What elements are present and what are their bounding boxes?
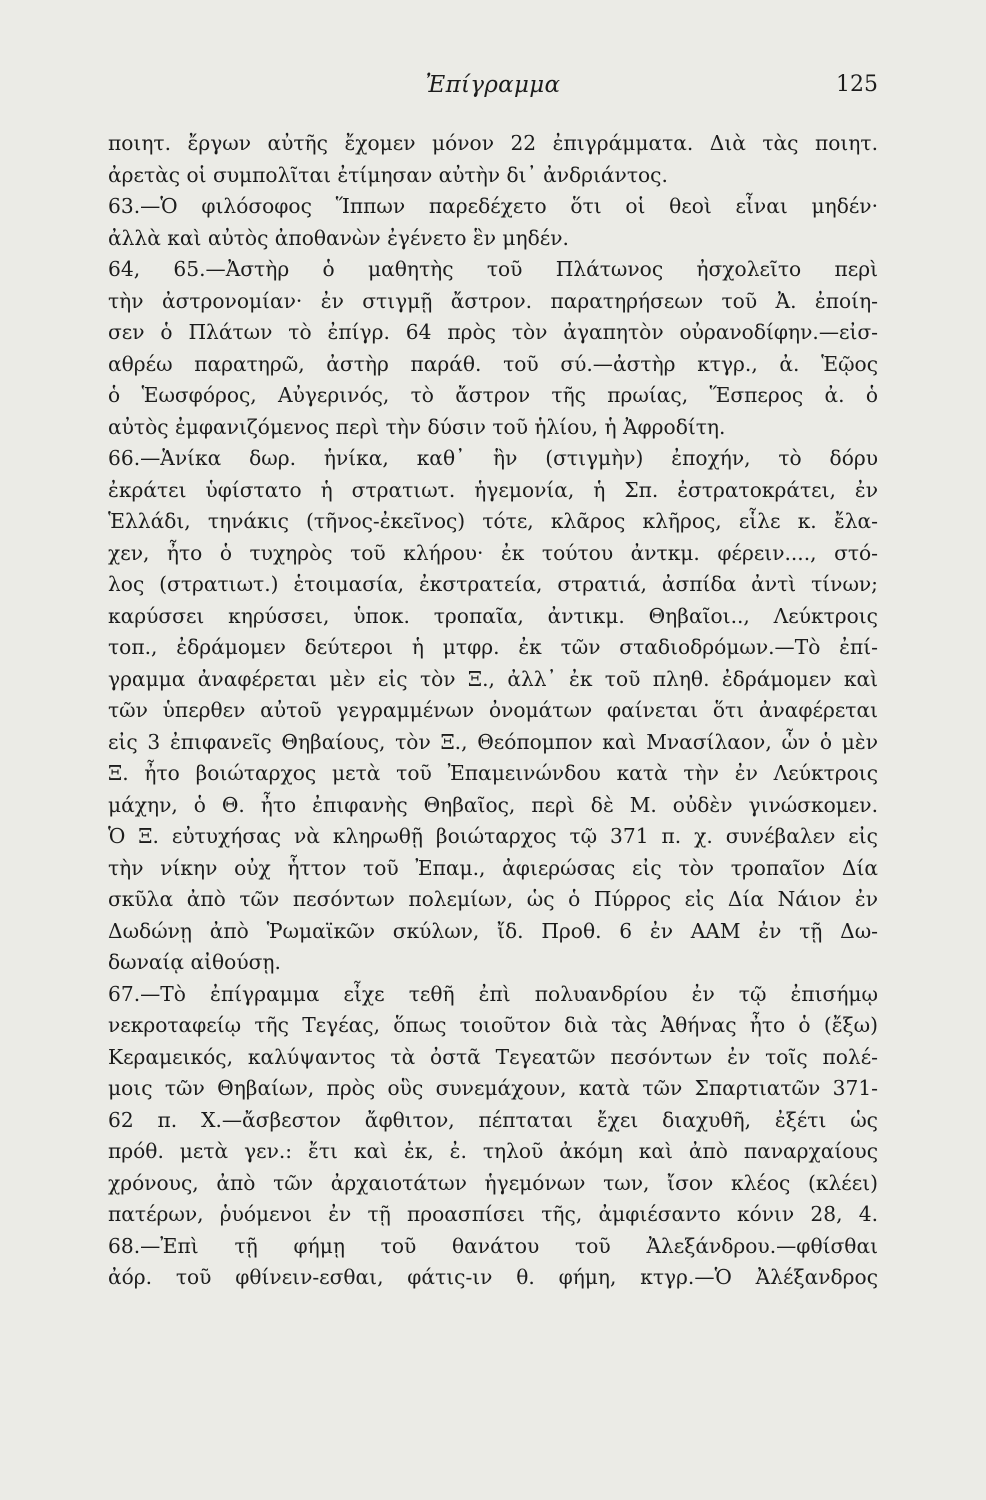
text-line: Ἑλλάδι, τηνάκις (τῆνος-ἐκεῖνος) τότε, κλᾶρος κλῆρος, εἷλε κ. ἔλα- xyxy=(108,509,878,533)
text-line: Δωδώνῃ ἀπὸ Ῥωμαϊκῶν σκύλων, ἴδ. Προθ. 6 ἐν ΑΑΜ ἐν τῇ Δω- xyxy=(108,918,878,943)
text-line: γραμμα ἀναφέρεται μὲν εἰς τὸν Ξ., ἀλλ᾽ ἐκ τοῦ πληθ. ἐδράμομεν καὶ xyxy=(108,666,878,691)
text-line: 64, 65.—Ἀστὴρ ὁ μαθητὴς τοῦ Πλάτωνος ἠσχολεῖτο περὶ xyxy=(108,257,878,281)
text-line: 66.—Ἁνίκα δωρ. ἡνίκα, καθ᾽ ἣν (στιγμὴν) ἐποχήν, τὸ δόρυ xyxy=(108,446,878,470)
text-line: τοπ., ἐδράμομεν δεύτεροι ἡ μτφρ. ἐκ τῶν σταδιοδρόμων.—Τὸ ἐπί- xyxy=(108,635,878,659)
text-line: σεν ὁ Πλάτων τὸ ἐπίγρ. 64 πρὸς τὸν ἀγαπητὸν οὐρανοδίφην.—εἰσ- xyxy=(108,320,878,344)
running-title: Ἐπίγραμμα xyxy=(425,72,561,98)
text-line: ἀλλὰ καὶ αὐτὸς ἀποθανὼν ἐγένετο ἓν μηδέν. xyxy=(108,225,569,250)
text-line: τὴν ἀστρονομίαν· ἐν στιγμῇ ἄστρον. παρατηρήσεων τοῦ Ἀ. ἐποίη- xyxy=(108,288,878,313)
text-line: ποιητ. ἔργων αὐτῆς ἔχομεν μόνον 22 ἐπιγράμματα. Διὰ τὰς ποιητ. xyxy=(108,131,878,155)
text-line: Ὁ Ξ. εὐτυχήσας νὰ κληρωθῇ βοιώταρχος τῷ 371 π. χ. συνέβαλεν εἰς xyxy=(108,824,878,848)
page-body xyxy=(108,128,878,1458)
page-header xyxy=(108,72,878,106)
text-line: ἀόρ. τοῦ φθίνειν-εσθαι, φάτις-ιν θ. φήμη, κτγρ.—Ὁ Ἀλέξανδρος xyxy=(108,1265,878,1289)
page-number: 125 xyxy=(836,72,878,97)
text-line: καρύσσει κηρύσσει, ὑποκ. τροπαῖα, ἀντικμ. Θηβαῖοι.., Λεύκτροις xyxy=(108,603,878,628)
text-line: 68.—Ἐπὶ τῇ φήμῃ τοῦ θανάτου τοῦ Ἀλεξάνδρου.—φθίσθαι xyxy=(108,1233,878,1258)
text-line: σκῦλα ἀπὸ τῶν πεσόντων πολεμίων, ὡς ὁ Πύρρος εἰς Δία Νάιον ἐν xyxy=(108,887,878,911)
text-line: μάχην, ὁ Θ. ἦτο ἐπιφανὴς Θηβαῖος, περὶ δὲ Μ. οὐδὲν γινώσκομεν. xyxy=(108,792,878,817)
text-line: αθρέω παρατηρῶ, ἀστὴρ παράθ. τοῦ σύ.—ἀστὴρ κτγρ., ἀ. Ἑῷος xyxy=(108,351,878,376)
text-line: τῶν ὑπερθεν αὐτοῦ γεγραμμένων ὀνομάτων φαίνεται ὅτι ἀναφέρεται xyxy=(108,698,878,722)
text-line: εἰς 3 ἐπιφανεῖς Θηβαίους, τὸν Ξ., Θεόπομπον καὶ Μνασίλαον, ὧν ὁ μὲν xyxy=(108,729,878,754)
text-line: μοις τῶν Θηβαίων, πρὸς οὓς συνεμάχουν, κατὰ τῶν Σπαρτιατῶν 371- xyxy=(108,1076,878,1100)
text-line: Ξ. ἦτο βοιώταρχος μετὰ τοῦ Ἐπαμεινώνδου κατὰ τὴν ἐν Λεύκτροις xyxy=(108,761,878,785)
text-line: αὐτὸς ἐμφανιζόμενος περὶ τὴν δύσιν τοῦ ἡλίου, ἡ Ἀφροδίτη. xyxy=(108,414,726,439)
text-line: 67.—Τὸ ἐπίγραμμα εἶχε τεθῆ ἐπὶ πολυανδρίου ἐν τῷ ἐπισήμῳ xyxy=(108,981,878,1006)
text-line: πρόθ. μετὰ γεν.: ἔτι καὶ ἐκ, ἐ. τηλοῦ ἀκόμη καὶ ἀπὸ παναρχαίους xyxy=(108,1139,878,1163)
text-line: χεν, ἦτο ὁ τυχηρὸς τοῦ κλήρου· ἐκ τούτου ἀντκμ. φέρειν...., στό- xyxy=(108,540,878,565)
text-line: λος (στρατιωτ.) ἑτοιμασία, ἐκστρατεία, στρατιά, ἀσπίδα ἀντὶ τίνων; xyxy=(108,572,878,596)
text-line: τὴν νίκην οὐχ ἧττον τοῦ Ἐπαμ., ἀφιερώσας εἰς τὸν τροπαῖον Δία xyxy=(108,855,878,880)
text-line: νεκροταφείῳ τῆς Τεγέας, ὅπως τοιοῦτον διὰ τὰς Ἀθήνας ἦτο ὁ (ἔξω) xyxy=(108,1013,878,1037)
text-line: ἐκράτει ὑφίστατο ἡ στρατιωτ. ἡγεμονία, ἡ Σπ. ἐστρατοκράτει, ἐν xyxy=(108,477,878,502)
text-line: 62 π. Χ.—ἄσβεστον ἄφθιτον, πέπταται ἔχει διαχυθῆ, ἐξέτι ὡς xyxy=(108,1107,878,1132)
text-line: ὁ Ἑωσφόρος, Αὐγερινός, τὸ ἄστρον τῆς πρωίας, Ἕσπερος ἀ. ὁ xyxy=(108,383,878,407)
text-line: Κεραμεικός, καλύψαντος τὰ ὀστᾶ Τεγεατῶν πεσόντων ἐν τοῖς πολέ- xyxy=(108,1044,878,1069)
text-line: πατέρων, ῥυόμενοι ἐν τῇ προασπίσει τῆς, ἀμφιέσαντο κόνιν 28, 4. xyxy=(108,1202,878,1226)
text-line: δωναίᾳ αἰθούσῃ. xyxy=(108,950,281,974)
text-line: χρόνους, ἀπὸ τῶν ἀρχαιοτάτων ἡγεμόνων των, ἴσον κλέος (κλέει) xyxy=(108,1170,878,1195)
text-line: 63.—Ὁ φιλόσοφος Ἵππων παρεδέχετο ὅτι οἱ θεοὶ εἶναι μηδέν· xyxy=(108,194,878,218)
text-line: ἀρετὰς οἱ συμπολῖται ἐτίμησαν αὐτὴν δι᾽ ἀνδριάντος. xyxy=(108,162,668,187)
